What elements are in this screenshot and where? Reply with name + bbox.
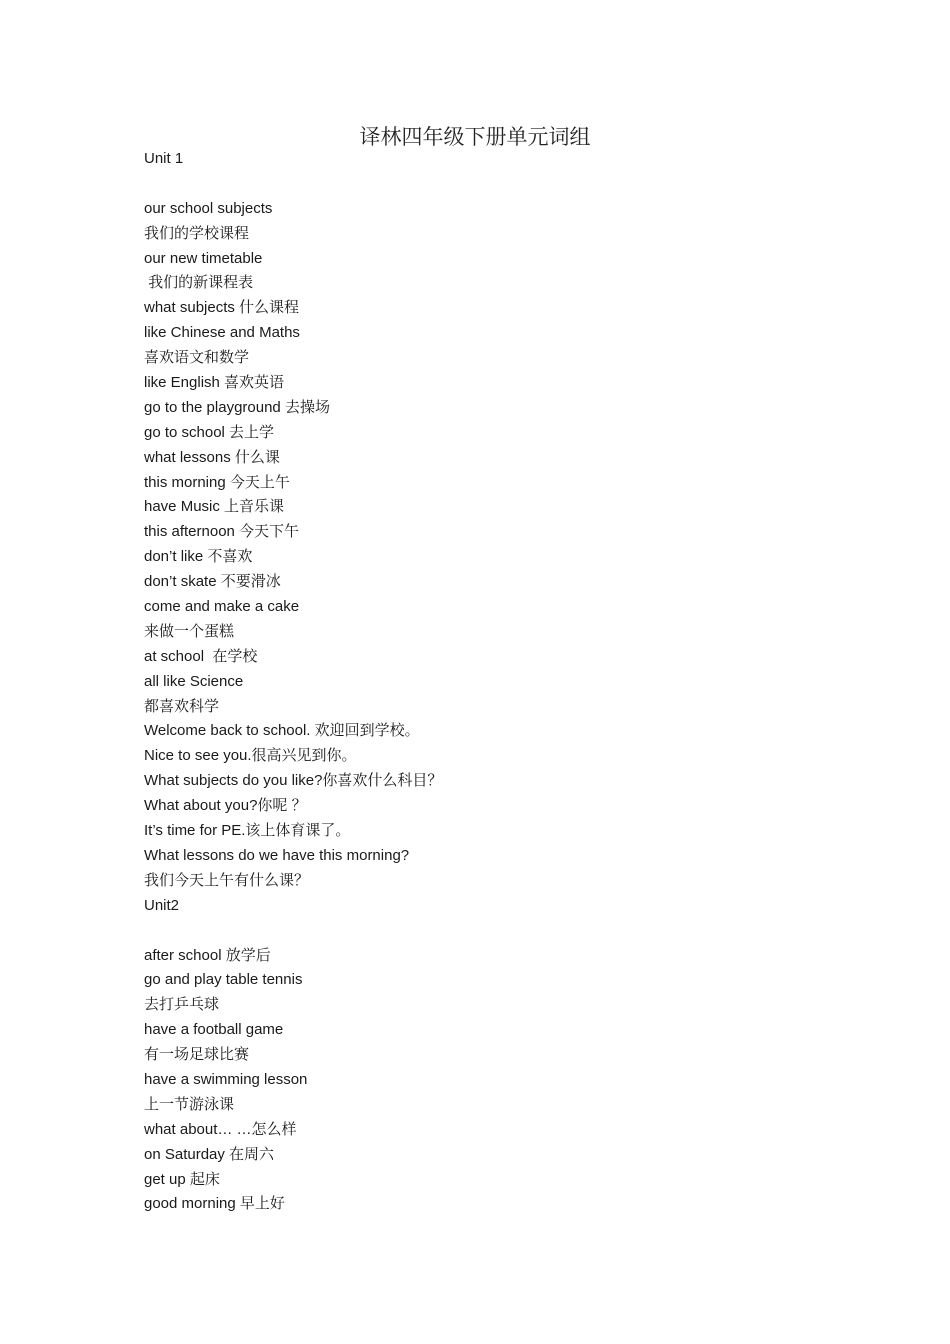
vocab-line: go to the playground 去操场 — [144, 398, 330, 416]
vocab-line: all like Science — [144, 672, 244, 690]
vocab-line: 上一节游泳课 — [144, 1095, 235, 1113]
vocab-line: this afternoon 今天下午 — [144, 523, 300, 541]
vocab-line: have Music 上音乐课 — [144, 498, 285, 516]
vocab-line: 有一场足球比赛 — [144, 1046, 250, 1064]
document-title: 译林四年级下册单元词组 — [359, 125, 591, 149]
vocab-line: 去打乒乓球 — [144, 996, 220, 1014]
vocab-line: like Chinese and Maths — [144, 324, 300, 342]
vocab-line: It’s time for PE.该上体育课了。 — [144, 822, 351, 840]
unit-heading: Unit 1 — [144, 150, 184, 167]
vocab-line: 都喜欢科学 — [144, 697, 220, 715]
vocab-line: get up 起床 — [144, 1170, 220, 1188]
vocab-line: Nice to see you.很高兴见到你。 — [144, 747, 357, 765]
vocab-line: have a football game — [144, 1021, 284, 1039]
vocab-line: 我们今天上午有什么课？ — [144, 871, 310, 889]
vocab-line: What about you?你呢 ？ — [144, 797, 307, 815]
vocab-line: what about… …怎么样 — [144, 1120, 297, 1138]
vocab-line: have a swimming lesson — [144, 1070, 308, 1088]
vocab-line: like English 喜欢英语 — [144, 374, 285, 392]
vocab-line: Welcome back to school. 欢迎回到学校。 — [144, 722, 420, 740]
vocab-line: come and make a cake — [144, 598, 300, 616]
vocab-line: our school subjects — [144, 199, 273, 217]
vocab-line: good morning 早上好 — [144, 1195, 285, 1213]
vocab-line: 我们的新课程表 — [144, 274, 254, 292]
vocab-line: what lessons 什么课 — [144, 448, 280, 466]
vocab-line: don’t skate 不要滑冰 — [144, 573, 281, 591]
vocab-line: at school 在学校 — [144, 647, 258, 665]
vocab-line: this morning 今天上午 — [144, 473, 290, 491]
vocab-line: 来做一个蛋糕 — [144, 622, 235, 640]
vocab-line: our new timetable — [144, 249, 263, 267]
vocabulary-list — [144, 147, 844, 1217]
vocab-line: after school 放学后 — [144, 946, 271, 964]
unit-heading: Unit2 — [144, 896, 180, 914]
vocab-line: What subjects do you like?你喜欢什么科目？ — [144, 772, 443, 790]
blank-line — [144, 172, 844, 197]
vocab-line: don’t like 不喜欢 — [144, 548, 253, 566]
vocab-line: 我们的学校课程 — [144, 224, 250, 242]
vocab-line: on Saturday 在周六 — [144, 1145, 275, 1163]
vocab-line: 喜欢语文和数学 — [144, 349, 250, 367]
blank-line — [144, 919, 844, 944]
vocab-line: go to school 去上学 — [144, 423, 275, 441]
vocab-line: What lessons do we have this morning? — [144, 846, 410, 864]
vocab-line: go and play table tennis — [144, 971, 303, 989]
vocab-line: what subjects 什么课程 — [144, 299, 300, 317]
